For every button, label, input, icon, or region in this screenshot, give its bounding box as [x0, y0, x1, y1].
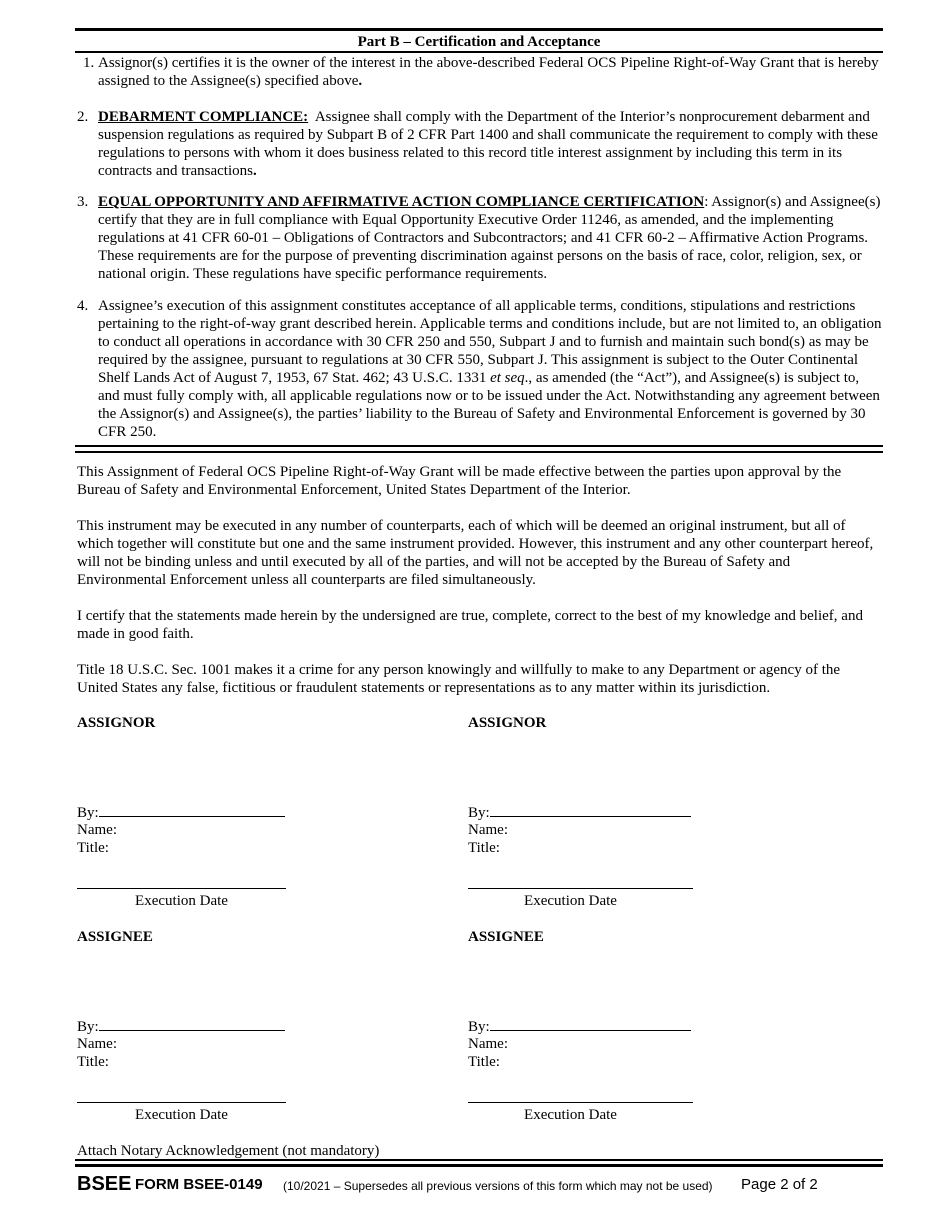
assignee-by-right: By:: [468, 1017, 691, 1036]
eeo-title: EQUAL OPPORTUNITY AND AFFIRMATIVE ACTION COMPLIANCE CERTIFICATION: [98, 194, 705, 210]
assignee-title-left: Title:: [77, 1054, 109, 1070]
footer-form-number: FORM BSEE-0149: [135, 1176, 263, 1193]
assignee-title-right: Title:: [468, 1054, 500, 1070]
assignor-by-right: By:: [468, 803, 691, 822]
footer-rule-thick: [75, 1164, 883, 1167]
assignor-name-left: Name:: [77, 822, 117, 838]
assignee-execution-date-right: Execution Date: [524, 1107, 617, 1123]
section-rule-1: [75, 445, 883, 447]
assignee-name-left: Name:: [77, 1036, 117, 1052]
assignee-date-line-right[interactable]: [468, 1102, 693, 1103]
footer-agency: BSEE: [77, 1173, 132, 1195]
certification-item-1: [77, 54, 883, 90]
item-text: Assignee’s execution of this assignment constitutes acceptance of all applicable terms, conditions, stipulations and restrictions pertaining to the right-of-way grant described herein. Applicable terms and conditions include, but are not limited to, an obligation to conduct all operations in accordance with 30 CFR 250 and 550, Subpart J and to furnish and maintain such bond(s) as may be required by the assignee, pursuant to regulations at 30 CFR 550, Subpart J. This assignment is subject to the Outer Continental Shelf Lands Act of August 7, 1953, 67 Stat. 462; 43 U.S.C. 1331 et seq., as amended (the “Act”), and Assignee(s) is subject to, and must fully comply with, all applicable regulations now or to be issued under the Act. Notwithstanding any agreement between the Assignor(s) and Assignee(s), the parties’ liability to the Bureau of Safety and Environmental Enforcement is governed by 30 CFR 250.: [98, 298, 882, 440]
item-number: 4.: [77, 298, 89, 314]
assignor-title-left: Title:: [77, 840, 109, 856]
assignee-heading-right: ASSIGNEE: [468, 929, 544, 945]
assignee-name-right: Name:: [468, 1036, 508, 1052]
assignor-title-right: Title:: [468, 840, 500, 856]
title18-paragraph: Title 18 U.S.C. Sec. 1001 makes it a crime for any person knowingly and willfully to make to any Department or agency of the United States any false, fictitious or fraudulent statements or representations as to any matter within its jurisdiction.: [77, 662, 841, 696]
assignor-signature-line-right[interactable]: [490, 803, 691, 817]
assignor-heading-left: ASSIGNOR: [77, 715, 156, 731]
item-number: 3.: [77, 194, 89, 210]
assignor-date-line-right[interactable]: [468, 888, 693, 889]
footer-page-number: Page 2 of 2: [741, 1176, 818, 1193]
top-rule: [75, 28, 883, 31]
assignee-signature-line-left[interactable]: [99, 1017, 285, 1031]
assignee-execution-date-left: Execution Date: [135, 1107, 228, 1123]
certification-item-3: [77, 193, 883, 283]
item-text: Assignor(s) certifies it is the owner of the interest in the above-described Federal OCS Pipeline Right-of-Way Grant that is hereby assigned to the Assignee(s) specified above.: [98, 55, 879, 89]
footer-rule-top: [75, 1159, 883, 1161]
assignor-date-line-left[interactable]: [77, 888, 286, 889]
assignor-name-right: Name:: [468, 822, 508, 838]
assignee-by-left: By:: [77, 1017, 285, 1036]
assignee-signature-line-right[interactable]: [490, 1017, 691, 1031]
assignor-by-left: By:: [77, 803, 285, 822]
part-b-heading: Part B – Certification and Acceptance: [357, 34, 601, 50]
counterparts-paragraph: This instrument may be executed in any number of counterparts, each of which will be deemed an original instrument, but all of which together will constitute but one and the same instrument provided. However, this instrument and any other counterpart hereof, will not be binding unless and until executed by all of the parties, and will not be accepted by the Bureau of Safety and Environmental Enforcement unless all counterparts are filed simultaneously.: [77, 518, 874, 588]
assignee-heading-left: ASSIGNEE: [77, 929, 153, 945]
certify-paragraph: I certify that the statements made herein by the undersigned are true, complete, correct to the best of my knowledge and belief, and made in good faith.: [77, 608, 863, 642]
assignor-heading-right: ASSIGNOR: [468, 715, 547, 731]
item-text: EQUAL OPPORTUNITY AND AFFIRMATIVE ACTION COMPLIANCE CERTIFICATION: Assignor(s) and Assignee(s) certify that they are in full compliance with Equal Opportunity Executive Order 11246, as amended, and the implementing regulations at 41 CFR 60-01 – Obligations of Contractors and Subcontractors; and 41 CFR 60-2 – Affirmative Action Programs. These requirements are for the purpose of preventing discrimination against persons on the basis of race, color, religion, sex, or national origin. These regulations have specific performance requirements.: [98, 194, 881, 282]
certification-item-4: [77, 297, 883, 441]
footer-revision: (10/2021 – Supersedes all previous versions of this form which may not be used): [283, 1179, 713, 1193]
debarment-title: DEBARMENT COMPLIANCE:: [98, 109, 309, 125]
assignor-execution-date-left: Execution Date: [135, 893, 228, 909]
form-footer: [77, 1173, 883, 1199]
section-rule-2: [75, 451, 883, 453]
certification-item-2: [77, 108, 883, 180]
effective-paragraph: This Assignment of Federal OCS Pipeline Right-of-Way Grant will be made effective between the parties upon approval by the Bureau of Safety and Environmental Enforcement, United States Department of the Interior.: [77, 464, 842, 498]
assignor-execution-date-right: Execution Date: [524, 893, 617, 909]
item-number: 2.: [77, 109, 89, 125]
heading-rule: [75, 51, 883, 53]
notary-note: Attach Notary Acknowledgement (not mandatory): [77, 1143, 380, 1159]
assignee-date-line-left[interactable]: [77, 1102, 286, 1103]
item-text: DEBARMENT COMPLIANCE: Assignee shall comply with the Department of the Interior’s nonprocurement debarment and suspension regulations as required by Subpart B of 2 CFR Part 1400 and shall communicate the requirement to comply with these regulations to persons with whom it does business related to this record title interest assignment by including this term in its contracts and transactions.: [98, 109, 878, 179]
assignor-signature-line-left[interactable]: [99, 803, 285, 817]
item-number: 1.: [83, 55, 95, 71]
